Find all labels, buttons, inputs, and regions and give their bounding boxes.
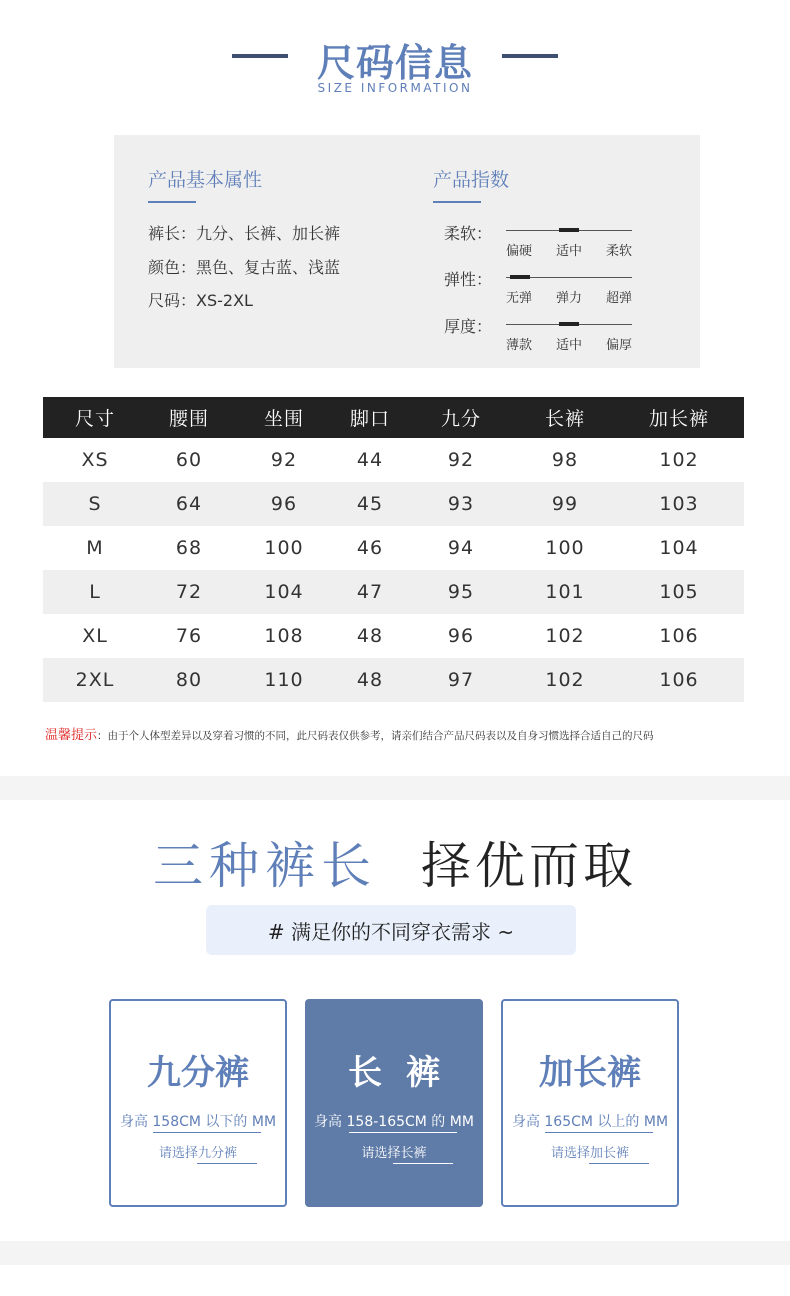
table-cell: 68 [175, 537, 203, 559]
table-cell: 92 [270, 449, 298, 471]
table-cell: 80 [175, 669, 203, 691]
bottom-band [0, 1241, 790, 1265]
table-cell: 110 [264, 669, 304, 691]
title-blue-part: 三种裤长 [153, 837, 377, 895]
scale-tick: 适中 [555, 244, 582, 259]
table-cell: 94 [447, 537, 475, 559]
table-cell: L [89, 581, 101, 603]
table-cell: 106 [659, 625, 699, 647]
index-label-softness: 柔软： [444, 224, 493, 243]
card-extra-long-pants[interactable] [501, 999, 679, 1207]
table-cell: 46 [356, 537, 384, 559]
card-underline [589, 1163, 649, 1164]
size-table [43, 397, 744, 702]
table-cell: 93 [447, 493, 475, 515]
scale-marker [559, 322, 579, 326]
table-header-cell: 九分 [440, 408, 481, 430]
table-row [43, 614, 744, 658]
product-info-panel [114, 135, 700, 368]
table-cell: 48 [356, 625, 384, 647]
card-underline [545, 1132, 653, 1133]
thickness-scale [506, 324, 632, 354]
attribute-color: 颜色：黑色、复古蓝、浅蓝 [148, 258, 341, 277]
card-long-pants[interactable] [305, 999, 483, 1207]
card-height-range: 身高 158-165CM 的 MM [314, 1114, 474, 1130]
table-cell: 2XL [75, 669, 115, 691]
tip-label: 温馨提示 [45, 728, 98, 743]
table-cell: 76 [175, 625, 203, 647]
table-cell: 108 [264, 625, 304, 647]
table-cell: S [88, 493, 102, 515]
scale-marker [510, 275, 530, 279]
table-cell: 97 [447, 669, 475, 691]
table-cell: XS [81, 449, 109, 471]
index-label-elasticity: 弹性： [444, 270, 493, 289]
section-header [0, 28, 790, 100]
table-row [43, 526, 744, 570]
size-tip [45, 724, 654, 743]
table-cell: M [86, 537, 104, 559]
table-cell: 60 [175, 449, 203, 471]
table-header-cell: 脚口 [349, 408, 390, 430]
attribute-size: 尺码：XS-2XL [148, 291, 253, 310]
needs-pill: # 满足你的不同穿衣需求 ~ [206, 905, 576, 955]
table-cell: 47 [356, 581, 384, 603]
table-cell: 104 [659, 537, 699, 559]
table-cell: 95 [447, 581, 475, 603]
table-cell: 100 [545, 537, 585, 559]
scale-tick: 无弹 [506, 291, 533, 306]
table-cell: 105 [659, 581, 699, 603]
table-cell: 64 [175, 493, 203, 515]
scale-tick: 偏厚 [605, 338, 632, 353]
softness-scale [506, 230, 632, 260]
scale-tick: 柔软 [605, 244, 632, 259]
table-row [43, 658, 744, 702]
table-header-cell: 坐围 [263, 408, 304, 430]
table-cell: 100 [264, 537, 304, 559]
table-row [43, 482, 744, 526]
table-cell: 92 [447, 449, 475, 471]
table-header-cell: 加长裤 [648, 408, 709, 430]
table-cell: 96 [447, 625, 475, 647]
table-cell: XL [82, 625, 108, 647]
index-label-thickness: 厚度： [444, 317, 493, 336]
table-cell: 99 [551, 493, 579, 515]
card-name: 加长裤 [539, 1053, 641, 1093]
card-height-range: 身高 158CM 以下的 MM [119, 1114, 277, 1130]
page-title: 尺码信息 [316, 41, 473, 85]
card-cropped-pants[interactable] [109, 999, 287, 1207]
table-header-row [43, 397, 744, 438]
indices-heading-rule [433, 201, 481, 203]
table-row [43, 438, 744, 482]
card-underline [197, 1163, 257, 1164]
table-cell: 44 [356, 449, 384, 471]
scale-tick: 偏硬 [506, 244, 533, 259]
table-header-cell: 长裤 [544, 408, 585, 430]
table-cell: 102 [545, 625, 585, 647]
card-name: 长裤 [348, 1053, 464, 1093]
table-header-cell: 尺寸 [74, 408, 115, 430]
title-dark-part: 择优而取 [421, 837, 637, 895]
table-cell: 101 [545, 581, 585, 603]
length-section-title [0, 826, 790, 898]
table-cell: 106 [659, 669, 699, 691]
scale-tick: 适中 [555, 338, 582, 353]
table-cell: 48 [356, 669, 384, 691]
table-row [43, 570, 744, 614]
card-recommendation: 请选择长裤 [361, 1146, 427, 1161]
card-recommendation: 请选择九分裤 [158, 1146, 237, 1161]
table-cell: 72 [175, 581, 203, 603]
page-subtitle: SIZE INFORMATION [317, 81, 473, 95]
scale-tick: 薄款 [506, 338, 533, 353]
elasticity-scale [506, 277, 632, 307]
card-underline [393, 1163, 453, 1164]
scale-tick: 弹力 [555, 291, 582, 306]
section-divider-band [0, 776, 790, 800]
table-cell: 98 [551, 449, 579, 471]
card-recommendation: 请选择加长裤 [550, 1146, 629, 1161]
table-cell: 103 [659, 493, 699, 515]
attribute-length: 裤长：九分、长裤、加长裤 [148, 224, 341, 243]
table-cell: 45 [356, 493, 384, 515]
card-underline [349, 1132, 457, 1133]
table-cell: 96 [270, 493, 298, 515]
table-cell: 104 [264, 581, 304, 603]
tip-text: ：由于个人体型差异以及穿着习惯的不同，此尺码表仅供参考，请亲们结合产品尺码表以及自身习惯选择合适自己的尺码 [97, 730, 654, 742]
card-underline [153, 1132, 261, 1133]
header-right-rule [502, 54, 558, 58]
card-height-range: 身高 165CM 以上的 MM [511, 1114, 669, 1130]
attributes-heading-rule [148, 201, 196, 203]
table-cell: 102 [659, 449, 699, 471]
table-cell: 102 [545, 669, 585, 691]
attributes-heading: 产品基本属性 [148, 169, 263, 191]
scale-marker [559, 228, 579, 232]
scale-tick: 超弹 [605, 291, 632, 306]
card-name: 九分裤 [147, 1053, 249, 1093]
table-header-cell: 腰围 [168, 408, 209, 430]
indices-heading: 产品指数 [433, 169, 510, 191]
